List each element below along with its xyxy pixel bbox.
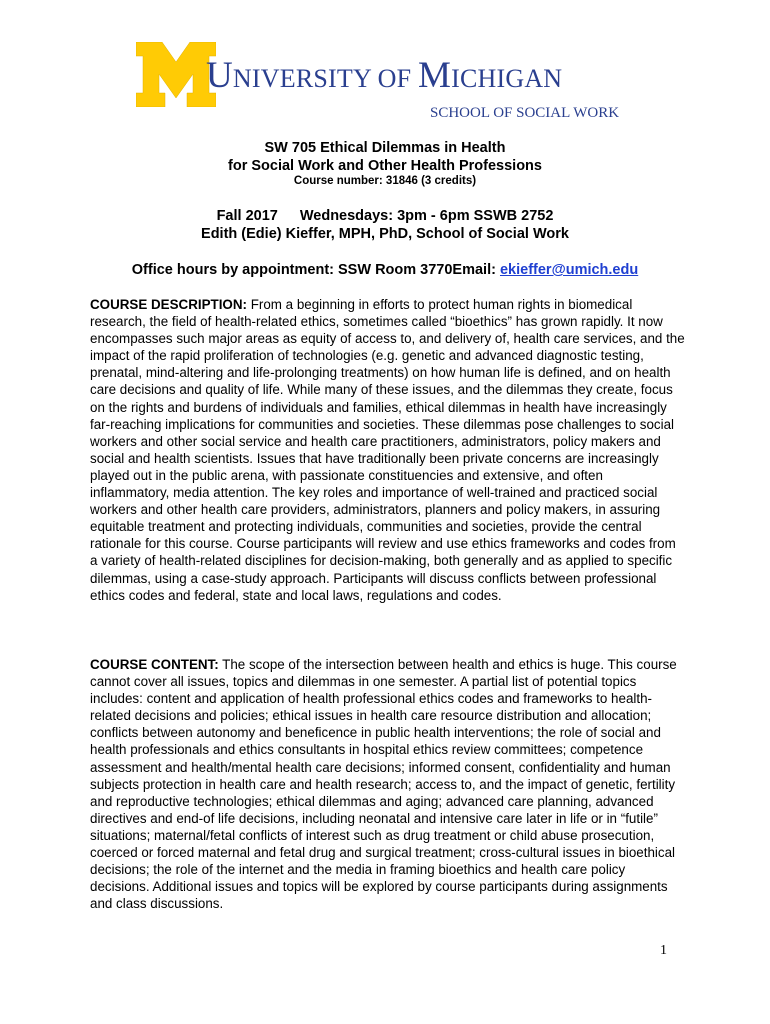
- university-name-part2: ICHIGAN: [451, 64, 563, 93]
- page-number: 1: [660, 943, 667, 958]
- instructor: Edith (Edie) Kieffer, MPH, PhD, School of Social Work: [201, 226, 569, 242]
- course-description-label: COURSE DESCRIPTION:: [90, 297, 247, 312]
- course-number: Course number: 31846 (3 credits): [293, 175, 477, 187]
- course-description: [90, 296, 685, 604]
- term: Fall 2017: [216, 208, 278, 224]
- office-hours-line: [0, 262, 770, 278]
- office-hours: Office hours by appointment: SSW Room 3770Email:: [131, 262, 500, 278]
- university-initial-u: U: [206, 55, 233, 96]
- course-title-line2: for Social Work and Other Health Professions: [228, 158, 542, 174]
- email-link[interactable]: ekieffer@umich.edu: [499, 262, 639, 278]
- school-name: SCHOOL OF SOCIAL WORK: [430, 105, 620, 121]
- course-content-text: The scope of the intersection between health and ethics is huge. This course cannot cover all issues, topics and dilemmas in one semester. A partial list of potential topics includes: content and application of health professional ethics codes and frameworks to health-related decisions and policies; ethical issues in health care resource distribution and allocation; conflicts between autonomy and beneficence in public health interventions; the role of social and health professionals and ethics consultants in hospital ethics review committees; competence assessment and health/mental health care decisions; informed consent, confidentiality and human subjects protection in health care and health research; access to, and the impact of genetic, fertility and reproductive technologies; ethical dilemmas and aging; advanced care planning, advanced directives and end-of life decisions, including neonatal and intensive care later in life or in “futile” situations; maternal/fetal conflicts of interest such as drug treatment or child abuse prosecution, coerced or forced maternal and fetal drug and surgical treatment; cross-cultural issues in bioethical decisions; the role of the internet and the media in framing bioethics and health care policy decisions. Additional issues and topics will be explored by course participants during assignments and class discussions.: [90, 657, 677, 912]
- block-m-logo: [136, 42, 216, 107]
- university-header: [136, 42, 636, 122]
- schedule: Wednesdays: 3pm - 6pm SSWB 2752: [299, 208, 554, 224]
- university-name-part1: NIVERSITY OF: [232, 64, 419, 93]
- course-description-text: From a beginning in efforts to protect human rights in biomedical research, the field of health-related ethics, sometimes called “bioethics” has grown rapidly. It now encompasses such major areas as equity of access to, and delivery of, health care services, and the impact of the rapid proliferation of technologies (e.g. genetic and advanced diagnostic testing, prenatal, mind-altering and life-prolonging treatments) on how human life is defined, and on health care decisions and quality of life. While many of these issues, and the dilemmas they create, focus on the rights and burdens of individuals and families, ethical dilemmas in health have increasingly far-reaching implications for communities and societies. These dilemmas pose challenges to social workers and other social service and health care practitioners, administrators, policy makers and social and health scientists. Issues that have traditionally been private concerns are increasingly played out in the public arena, with passionate constituencies and extensive, and often inflammatory, media attention. The key roles and importance of well-trained and practiced social workers and other health care providers, administrators, planners and policy makers, in assuring equitable treatment and protecting individuals, communities and societies, provide the central rationale for this course. Course participants will review and use ethics frameworks and codes from a variety of health-related disciplines for decision-making, both generally and as applied to specific dilemmas, using a case-study approach. Participants will discuss conflicts between professional ethics codes and federal, state and local laws, regulations and codes.: [90, 297, 685, 603]
- course-content-label: COURSE CONTENT:: [90, 657, 219, 672]
- university-name: [206, 56, 562, 99]
- course-content: [90, 656, 685, 912]
- term-schedule-line: [0, 208, 770, 224]
- university-initial-m: M: [418, 55, 452, 96]
- course-title-line1: SW 705 Ethical Dilemmas in Health: [264, 140, 506, 156]
